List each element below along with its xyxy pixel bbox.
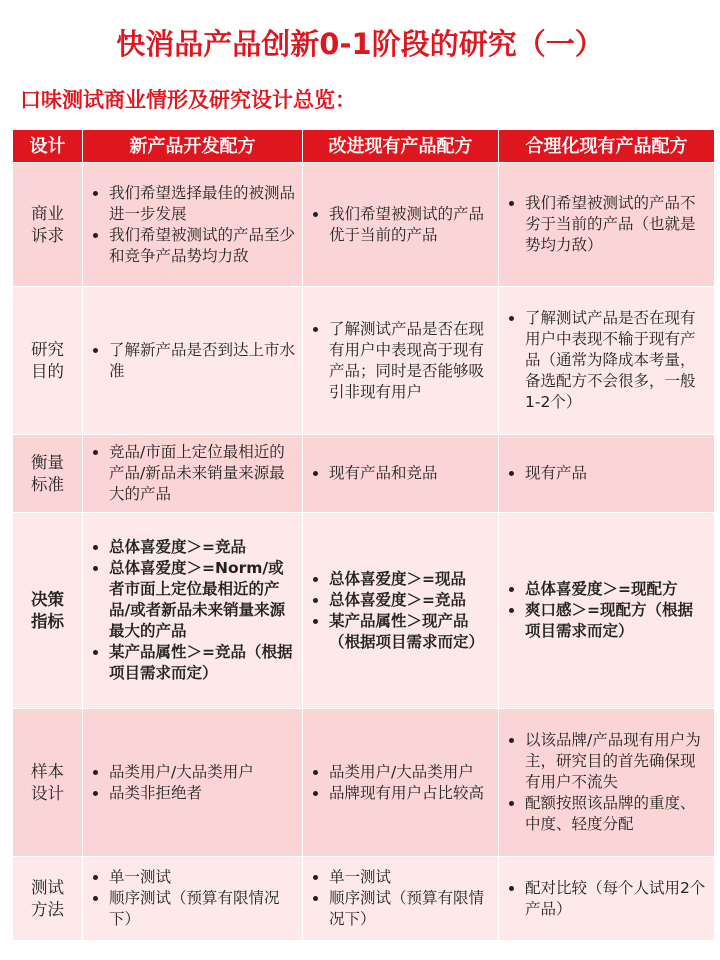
bullet-item: • 某产品属性＞现产品（根据项目需求而定） bbox=[329, 611, 492, 653]
header-new-product: 新产品开发配方 bbox=[83, 130, 303, 163]
table-cell bbox=[303, 163, 499, 287]
header-rationalize-product: 合理化现有产品配方 bbox=[499, 130, 715, 163]
table-row bbox=[13, 435, 715, 513]
table-cell bbox=[499, 857, 715, 941]
table-row bbox=[13, 709, 715, 857]
header-design: 设计 bbox=[13, 130, 83, 163]
bullet-item: • 我们希望选择最佳的被测品进一步发展 bbox=[109, 183, 296, 225]
bullet-item: • 我们希望被测试的产品优于当前的产品 bbox=[329, 204, 492, 246]
bullet-item: • 总体喜爱度＞=现品 bbox=[329, 569, 492, 590]
bullet-item: • 品类用户/大品类用户 bbox=[329, 762, 492, 783]
row-label: 研究 目的 bbox=[13, 287, 83, 435]
bullet-item: • 了解测试产品是否在现有用户中表现不输于现有产品（通常为降成本考量，备选配方不会很多，一般1-2个） bbox=[525, 308, 708, 413]
table-cell bbox=[499, 287, 715, 435]
bullet-item: • 某产品属性＞=竞品（根据项目需求而定） bbox=[109, 642, 296, 684]
table-cell bbox=[83, 435, 303, 513]
page-subtitle: 口味测试商业情形及研究设计总览： bbox=[20, 88, 356, 112]
table-cell bbox=[499, 709, 715, 857]
table-row bbox=[13, 287, 715, 435]
table-cell bbox=[83, 287, 303, 435]
bullet-item: • 总体喜爱度＞=竞品 bbox=[109, 537, 296, 558]
row-label: 衡量 标准 bbox=[13, 435, 83, 513]
table-cell bbox=[499, 513, 715, 709]
bullet-item: • 品类非拒绝者 bbox=[109, 783, 296, 804]
bullet-item: • 总体喜爱度＞=现配方 bbox=[525, 579, 708, 600]
table-cell bbox=[499, 435, 715, 513]
table-cell bbox=[83, 163, 303, 287]
table-cell bbox=[303, 287, 499, 435]
bullet-item: • 现有产品和竞品 bbox=[329, 463, 492, 484]
row-label: 商业 诉求 bbox=[13, 163, 83, 287]
bullet-item: • 品类用户/大品类用户 bbox=[109, 762, 296, 783]
table-cell bbox=[303, 709, 499, 857]
bullet-item: • 总体喜爱度＞=Norm/或者市面上定位最相近的产品/或者新品未来销量来源最大的产品 bbox=[109, 558, 296, 642]
row-label: 样本 设计 bbox=[13, 709, 83, 857]
table-cell bbox=[303, 435, 499, 513]
table-cell bbox=[303, 857, 499, 941]
bullet-item: • 品牌现有用户占比较高 bbox=[329, 783, 492, 804]
table-cell bbox=[83, 857, 303, 941]
bullet-item: • 配额按照该品牌的重度、中度、轻度分配 bbox=[525, 793, 708, 835]
bullet-item: • 顺序测试（预算有限情况下） bbox=[109, 888, 296, 930]
bullet-item: • 单一测试 bbox=[329, 867, 492, 888]
table-cell bbox=[499, 163, 715, 287]
table-cell bbox=[303, 513, 499, 709]
bullet-item: • 了解新产品是否到达上市水准 bbox=[109, 340, 296, 382]
table-cell bbox=[83, 709, 303, 857]
page-title: 快消品产品创新0-1阶段的研究（一） bbox=[116, 27, 604, 61]
header-improve-product: 改进现有产品配方 bbox=[303, 130, 499, 163]
bullet-item: • 爽口感＞=现配方（根据项目需求而定） bbox=[525, 600, 708, 642]
table-row bbox=[13, 513, 715, 709]
bullet-item: • 竞品/市面上定位最相近的产品/新品未来销量来源最大的产品 bbox=[109, 442, 296, 505]
table-row bbox=[13, 857, 715, 941]
bullet-item: • 总体喜爱度＞=竞品 bbox=[329, 590, 492, 611]
table-header-row bbox=[13, 130, 715, 163]
bullet-item: • 顺序测试（预算有限情况下） bbox=[329, 888, 492, 930]
bullet-item: • 以该品牌/产品现有用户为主，研究目的首先确保现有用户不流失 bbox=[525, 730, 708, 793]
row-label: 决策 指标 bbox=[13, 513, 83, 709]
bullet-item: • 现有产品 bbox=[525, 463, 708, 484]
table-cell bbox=[83, 513, 303, 709]
table-row bbox=[13, 163, 715, 287]
bullet-item: • 我们希望被测试的产品至少和竞争产品势均力敌 bbox=[109, 225, 296, 267]
bullet-item: • 我们希望被测试的产品不劣于当前的产品（也就是势均力敌） bbox=[525, 193, 708, 256]
bullet-item: • 配对比较（每个人试用2个产品） bbox=[525, 878, 708, 920]
bullet-item: • 单一测试 bbox=[109, 867, 296, 888]
row-label: 测试 方法 bbox=[13, 857, 83, 941]
research-design-table bbox=[12, 129, 715, 941]
bullet-item: • 了解测试产品是否在现有用户中表现高于现有产品；同时是否能够吸引非现有用户 bbox=[329, 319, 492, 403]
